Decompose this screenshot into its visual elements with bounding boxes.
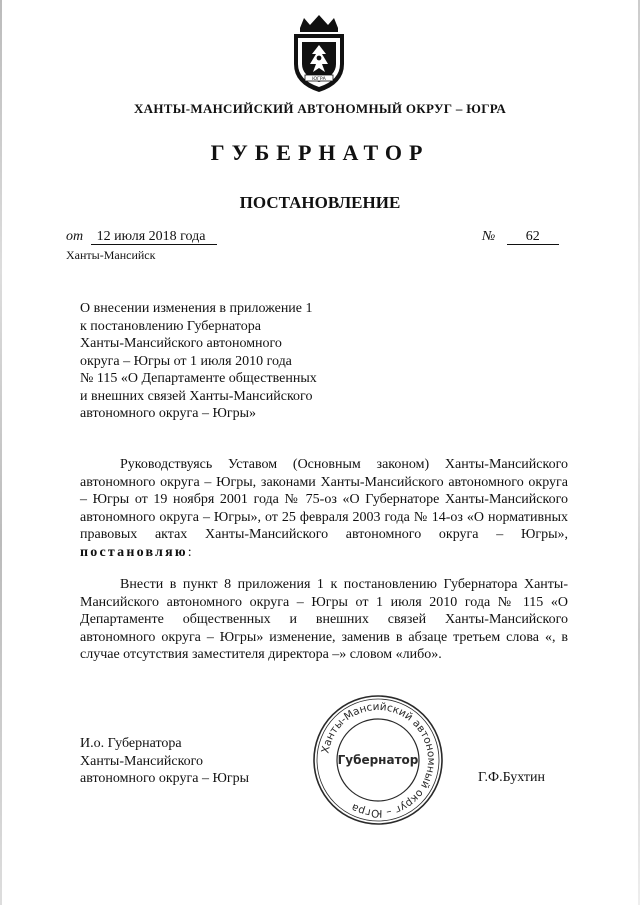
- issuing-city: Ханты-Мансийск: [66, 248, 156, 262]
- date-prefix: от: [66, 229, 84, 244]
- document-number: [482, 229, 559, 245]
- seal-center-text: Губернатор: [337, 753, 419, 767]
- resolution-keyword: постановляю: [80, 544, 188, 560]
- seal-ring-text: Ханты-Мансийский автономный округ – Югра: [319, 700, 438, 820]
- preamble-end: :: [187, 544, 192, 560]
- preamble-text: Руководствуясь Уставом (Основным законом) Ханты-Мансийского автономного округа – Югры, законами Ханты-Мансийского автономного округа – Югры от 19 ноября 2001 года № 75-оз «О Губернаторе Ханты-Мансийского автономного округа – Югры», от 25 февраля 2003 года № 14-оз «О нормативных правовых актах Ханты-Мансийского автономного округа – Югры»,: [80, 457, 568, 543]
- scan-edge-left: [0, 0, 2, 905]
- subject-line: Ханты-Мансийского автономного: [80, 336, 282, 351]
- number-prefix: №: [482, 229, 496, 244]
- document-type: ПОСТАНОВЛЕНИЕ: [239, 193, 401, 212]
- official-seal-stamp: [310, 692, 446, 828]
- signatory-line: И.о. Губернатора: [80, 736, 182, 751]
- document-subject: [80, 300, 370, 423]
- signatory-line: автономного округа – Югры: [80, 771, 249, 786]
- subject-line: и внешних связей Ханты-Мансийского: [80, 388, 313, 404]
- document-date: [66, 229, 217, 245]
- operative-paragraph: Внести в пункт 8 приложения 1 к постановлению Губернатора Ханты-Мансийского автономного округа – Югры от 1 июля 2010 года № 115 «О Департаменте общественных и внешних связей Ханты-Мансийского автономного округа – Югры» изменение, заменив в абзаце третьем слова «, в случае отсутствия заместителя директора –» словом «либо».: [80, 577, 568, 663]
- region-name: ХАНТЫ-МАНСИЙСКИЙ АВТОНОМНЫЙ ОКРУГ – ЮГРА: [133, 101, 507, 116]
- number-value: 62: [507, 229, 559, 245]
- emblem-label: ЮГРА: [312, 77, 326, 82]
- subject-line: О внесении изменения в приложение 1: [80, 301, 313, 316]
- subject-line: к постановлению Губернатора: [80, 318, 261, 334]
- subject-line: автономного округа – Югры»: [80, 406, 256, 421]
- date-value: 12 июля 2018 года: [91, 229, 218, 245]
- subject-line: округа – Югры от 1 июля 2010 года: [80, 353, 292, 369]
- preamble-paragraph: [80, 456, 568, 562]
- signatory-name: Г.Ф.Бухтин: [478, 770, 546, 785]
- subject-line: № 115 «О Департаменте общественных: [80, 371, 317, 386]
- coat-of-arms-emblem: [288, 14, 350, 94]
- authority-title: ГУБЕРНАТОР: [210, 140, 430, 165]
- signatory-line: Ханты-Мансийского: [80, 753, 204, 769]
- signatory-position: [80, 735, 249, 788]
